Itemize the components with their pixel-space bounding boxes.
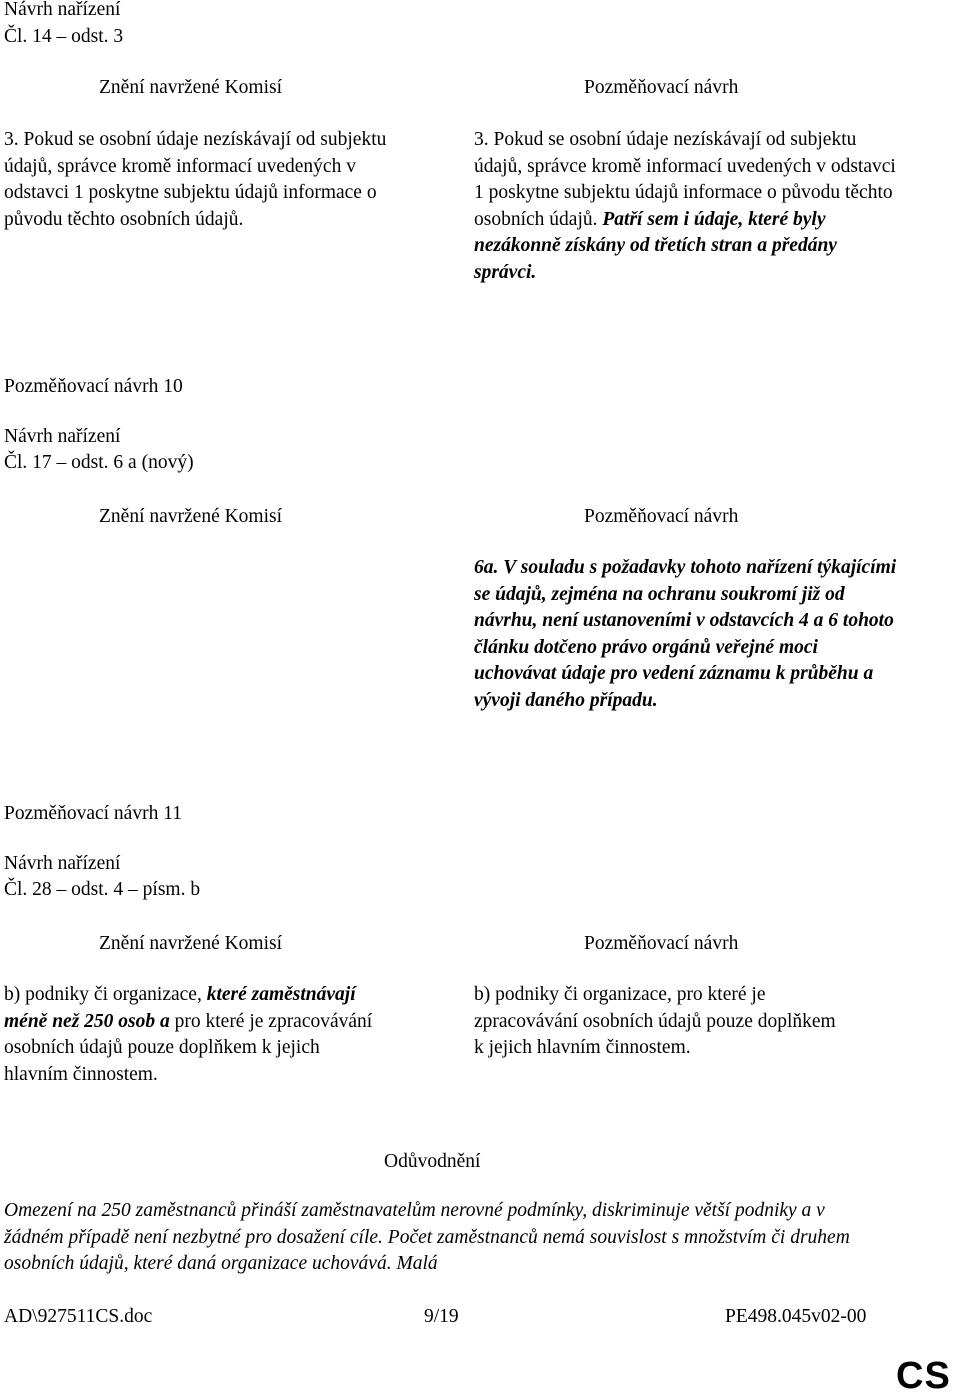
heading-line-1: Návrh nařízení — [4, 0, 121, 20]
amendment-11-block — [4, 801, 200, 904]
footer-page-number: 9/19 — [424, 1306, 459, 1327]
column-header-commission: Znění navržené Komisí — [99, 506, 283, 527]
amendment-10-block — [4, 374, 194, 477]
amendment-title: Pozměňovací návrh 11 — [4, 803, 182, 824]
commission-text-deleted: které zaměstnávají méně než 250 osob a — [4, 984, 356, 1032]
column-header-commission: Znění navržené Komisí — [99, 77, 283, 98]
amendment-text-plain: 3. Pokud se osobní údaje nezískávají od subjektu údajů, správce kromě informací uvedených v odstavci 1 poskytne subjektu údajů informace o původu těchto osobních údajů. — [474, 129, 896, 230]
footer-pe-ref: PE498.045v02-00 — [725, 1306, 867, 1327]
column-header-amendment: Pozměňovací návrh — [584, 506, 739, 527]
amendment-text-added: Patří sem i údaje, které byly nezákonně získány od třetích stran a předány správci. — [474, 208, 837, 283]
column-header-commission: Znění navržené Komisí — [99, 933, 283, 954]
commission-text-part2: pro které je zpracovávání osobních údajů pouze doplňkem k jejich hlavním činnostem. — [4, 1010, 373, 1085]
amendment-title: Pozměňovací návrh 10 — [4, 376, 183, 397]
amendment-text-added: 6a. V souladu s požadavky tohoto nařízení týkajícími se údajů, zejména na ochranu soukromí již od návrhu, není ustanoveními v odstavcích 4 a 6 tohoto článku dotčeno právo orgánů veřejné moci uchovávat údaje pro vedení záznamu k průběhu a vývoji daného případu. — [474, 557, 897, 711]
heading-line-1: Návrh nařízení — [4, 425, 121, 447]
commission-text: 3. Pokud se osobní údaje nezískávají od subjektu údajů, správce kromě informací uvedených v odstavci 1 poskytne subjektu údajů informace o původu těchto osobních údajů. — [4, 129, 387, 230]
column-header-amendment: Pozměňovací návrh — [584, 77, 739, 98]
heading-line-2: Čl. 28 – odst. 4 – písm. b — [4, 879, 201, 900]
heading-line-2: Čl. 14 – odst. 3 — [4, 25, 124, 47]
heading-line-1: Návrh nařízení — [4, 852, 121, 874]
article-heading — [4, 0, 123, 50]
footer-doc-ref: AD\927511CS.doc — [4, 1306, 153, 1327]
amendment-text — [474, 127, 904, 286]
justification-header: Odůvodnění — [384, 1151, 481, 1172]
amendment-text: b) podniky či organizace, pro které je zpracovávání osobních údajů pouze doplňkem k jejich hlavním činnostem. — [474, 984, 836, 1058]
commission-text-part1: b) podniky či organizace, — [4, 984, 207, 1005]
language-mark: CS — [896, 1355, 951, 1397]
justification-text: Omezení na 250 zaměstnanců přináší zaměstnavatelům nerovné podmínky, diskriminuje větší podniky a v žádném případě není nezbytné pro dosažení cíle. Počet zaměstnanců nemá souvislost s množstvím či druhem osobních údajů, které daná organizace uchovává. Malá — [4, 1200, 850, 1274]
commission-text — [4, 982, 374, 1088]
column-header-amendment: Pozměňovací návrh — [584, 933, 739, 954]
heading-line-2: Čl. 17 – odst. 6 a (nový) — [4, 452, 194, 473]
